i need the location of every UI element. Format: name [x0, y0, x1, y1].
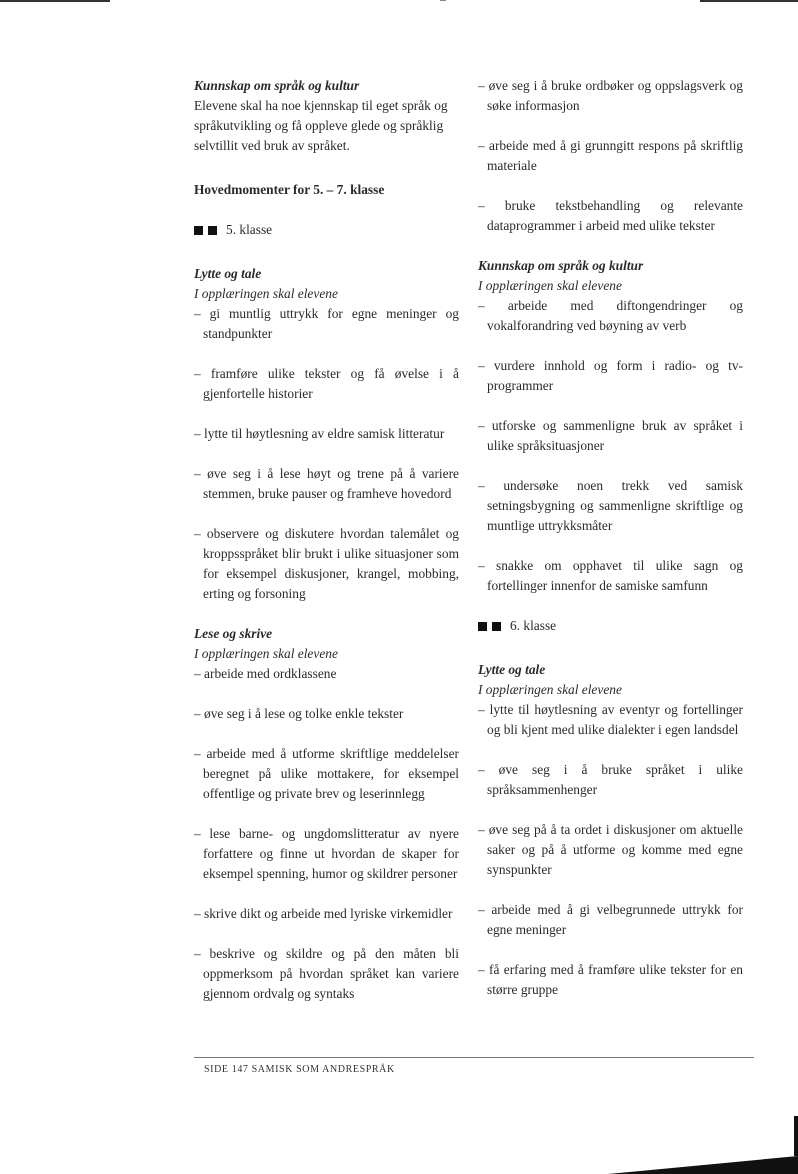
list-item: – arbeide med diftongendringer og vokalforandring ved bøyning av verb — [478, 298, 743, 333]
continued-list — [478, 76, 743, 236]
listening6-title: Lytte og tale — [478, 662, 546, 677]
list-item: – arbeide med ordklassene — [194, 666, 337, 681]
list-item: – utforske og sammenligne bruk av språket i ulike språksituasjoner — [478, 418, 743, 453]
list-item: – øve seg i å lese høyt og trene på å variere stemmen, bruke pauser og framheve hovedord — [194, 466, 459, 501]
listening-title: Lytte og tale — [194, 266, 262, 281]
right-column — [478, 76, 743, 1020]
scan-edge-shadow — [794, 1116, 798, 1156]
list-item: – øve seg i å bruke språket i ulike språksammenhenger — [478, 762, 743, 797]
bullet-square-icon — [208, 226, 217, 235]
list-item: – vurdere innhold og form i radio- og tv-programmer — [478, 358, 743, 393]
listening-list — [194, 304, 459, 604]
main-heading: Hovedmomenter for 5. – 7. klasse — [194, 182, 385, 197]
list-item: – bruke tekstbehandling og relevante dataprogrammer i arbeid med ulike tekster — [478, 198, 743, 233]
list-item: – arbeide med å utforme skriftlige meddelelser beregnet på ulike mottakere, for eksempel offentlige og private brev og leserinnlegg — [194, 746, 459, 801]
grade-label: 5. klasse — [226, 222, 273, 237]
top-rule-right — [700, 0, 798, 2]
list-item: – framføre ulike tekster og få øvelse i å gjenfortelle historier — [194, 366, 459, 401]
grade-6-heading — [478, 616, 743, 636]
list-item: – beskrive og skildre og på den måten bli oppmerksom på hvordan språket kan variere gjennom ordvalg og syntaks — [194, 946, 459, 1001]
list-item: – gi muntlig uttrykk for egne meninger og standpunkter — [194, 306, 459, 341]
list-item: – arbeide med å gi grunngitt respons på skriftlig materiale — [478, 138, 743, 173]
listening6-list — [478, 700, 743, 1000]
list-item: – lytte til høytlesning av eldre samisk litteratur — [194, 426, 445, 441]
top-rule-left — [0, 0, 110, 2]
list-item: – øve seg på å ta ordet i diskusjoner om aktuelle saker og på å utforme og komme med egne synspunkter — [478, 822, 743, 877]
bullet-square-icon — [194, 226, 203, 235]
culture-intro: I opplæringen skal elevene — [478, 278, 622, 293]
bullet-square-icon — [478, 622, 487, 631]
grade-5-heading — [194, 220, 459, 240]
page-footer: SIDE 147 SAMISK SOM ANDRESPRÅK — [204, 1064, 395, 1075]
culture-title: Kunnskap om språk og kultur — [478, 258, 644, 273]
list-item: – øve seg i å bruke ordbøker og oppslagsverk og søke informasjon — [478, 78, 743, 113]
left-column — [194, 76, 459, 1024]
reading-intro: I opplæringen skal elevene — [194, 646, 338, 661]
bullet-square-icon — [492, 622, 501, 631]
reading-title: Lese og skrive — [194, 626, 273, 641]
top-rule-mid — [440, 0, 446, 1]
language-culture-section — [194, 76, 459, 156]
list-item: – arbeide med å gi velbegrunnede uttrykk for egne meninger — [478, 902, 743, 937]
list-item: – få erfaring med å framføre ulike tekster for en større gruppe — [478, 962, 743, 997]
list-item: – observere og diskutere hvordan talemålet og kroppsspråket blir brukt i ulike situasjoner som for eksempel diskusjoner, krangel, mobbing, erting og forsoning — [194, 526, 459, 601]
list-item: – lytte til høytlesning av eventyr og fortellinger og bli kjent med ulike dialekter i egen landsdel — [478, 702, 743, 737]
list-item: – undersøke noen trekk ved samisk setningsbygning og sammenligne skriftlige og muntlige uttrykksmåter — [478, 478, 743, 533]
listening-intro: I opplæringen skal elevene — [194, 286, 338, 301]
section-text: Elevene skal ha noe kjennskap til eget språk og språkutvikling og få oppleve glede og språklig selvtillit ved bruk av språket. — [194, 98, 448, 153]
culture-list — [478, 296, 743, 596]
list-item: – skrive dikt og arbeide med lyriske virkemidler — [194, 906, 453, 921]
listening6-intro: I opplæringen skal elevene — [478, 682, 622, 697]
grade-label: 6. klasse — [510, 618, 557, 633]
footer-rule — [194, 1057, 754, 1058]
list-item: – snakke om opphavet til ulike sagn og fortellinger innenfor de samiske samfunn — [478, 558, 743, 593]
reading-list — [194, 664, 459, 1004]
list-item: – lese barne- og ungdomslitteratur av nyere forfattere og finne ut hvordan de skaper for eksempel spenning, humor og skildrer personer — [194, 826, 459, 881]
scan-edge-shadow — [608, 1156, 798, 1174]
section-title: Kunnskap om språk og kultur — [194, 78, 360, 93]
list-item: – øve seg i å lese og tolke enkle tekster — [194, 706, 404, 721]
